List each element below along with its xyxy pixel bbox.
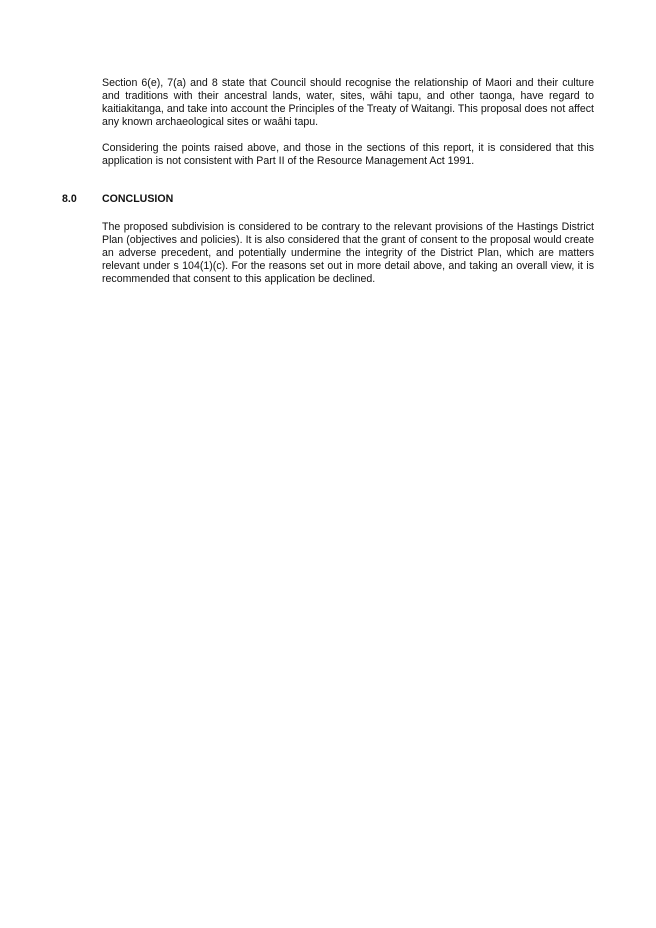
- section-title: CONCLUSION: [102, 193, 174, 205]
- paragraph-part-ii-consistency: Considering the points raised above, and those in the sections of this report, it is considered that this application is not consistent with Part II of the Resource Management Act 1991.: [102, 142, 594, 167]
- section-number: 8.0: [62, 193, 77, 205]
- paragraph-treaty-principles: Section 6(e), 7(a) and 8 state that Council should recognise the relationship of Maori and their culture and traditions with their ancestral lands, water, sites, wāhi tapu, and other taonga, have regard to kaitiakitanga, and take into account the Principles of the Treaty of Waitangi. This proposal does not affect any known archaeological sites or waāhi tapu.: [102, 77, 594, 128]
- paragraph-conclusion: The proposed subdivision is considered to be contrary to the relevant provisions of the Hastings District Plan (objectives and policies). It is also considered that the grant of consent to the proposal would create an adverse precedent, and potentially undermine the integrity of the District Plan, which are matters relevant under s 104(1)(c). For the reasons set out in more detail above, and taking an overall view, it is recommended that consent to this application be declined.: [102, 221, 594, 285]
